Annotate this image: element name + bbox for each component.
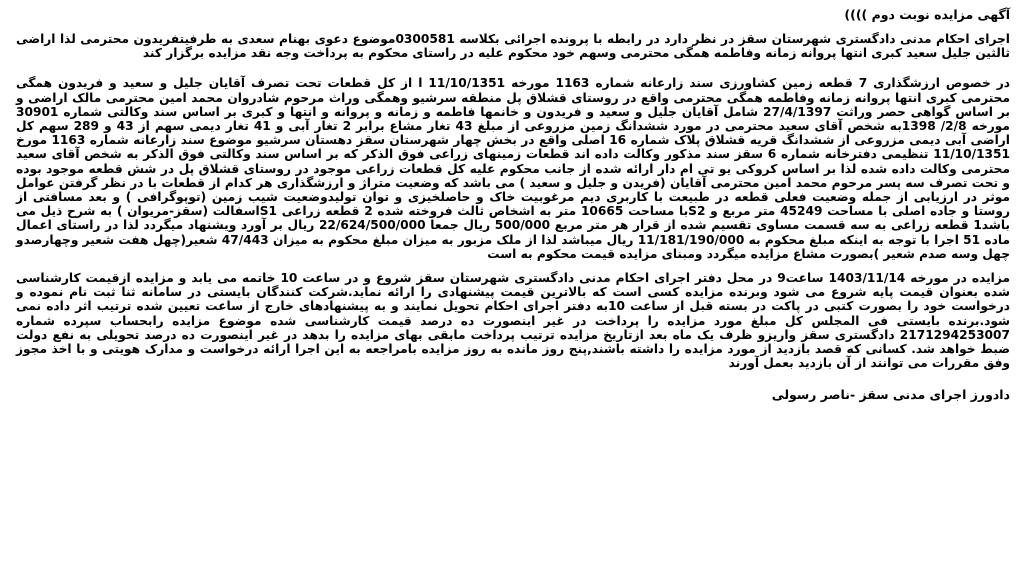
notice-title: آگهی مزایده نوبت دوم )))) (844, 7, 1010, 22)
notice-auction-terms-paragraph: مزایده در مورخه 1403/11/14 ساعت9 در محل دفتر اجرای احکام مدنی دادگستری شهرستان سقز شروع و در ساعت 10 خاتمه می یابد و مزایده ازقیمت کارشناسی شده بعنوان قیمت پایه شروع می شود وبرنده مزایده کسی است که بالاترین قیمت پیشنهادی را ارائه نماید.شرکت کنندگان بایستی در سامانه ثنا ثبت نام نموده و درخواست خود را بصورت کتبی در پاکت در بسته قبل از ساعت 10به دفتر اجرای احکام تحویل نمایند و به پیشنهادهای خارج از ساعت تعیین شده ترتیب اثر داده نمی شود.برنده بایستی فی المجلس کل مبلغ مورد مزایده را پرداخت در غیر اینصورت ده درصد قیمت کارشناسی شده موضوع مزایده رابحساب سپرده شماره 2171294253007 دادگستری سقز واریزو ظرف یک ماه بعد ازتاریخ مزایده ترتیب پرداخت مابقی بهای مزایده را بدهد در غیر اینصورت ده درصد تحویلی به نفع دولت ضبط خواهد شد. کسانی که قصد بازدید از مورد مزایده را داشته باشند,پنج روز مانده به روز مزایده بامراجعه به این اجرا ارائه درخواست و مدارک هویتی و با اخذ مجوز وفق مقررات می توانند از آن بازدید بعمل آورند (16, 271, 1011, 371)
notice-valuation-paragraph: در خصوص ارزشگذاری 7 قطعه زمین کشاورزی سند زارعانه شماره 1163 مورخه 11/10/1351 ا از کل قطعات تحت تصرف آقایان جلیل و سعید و فریدون همگی محترمی کبری انتها پروانه زمانه وفاطمه همگی محترمی واقع در روستای قشلاق پل منطقه سرشیو وهمگی وراث مرحوم شادروان محمد امین محترمی مالک اراضی و بر اساس گواهی حصر وراثت 27/4/1397 شامل آقایان جلیل و سعید و فریدون و خانمها فاطمه و زمانه و پروانه و انتها و کبری بر اساس سند وکالتی شماره 30901 مورخه 2/8/ 1398به شخص آقای سعید محترمی در مورد ششدانگ زمین مزروعی از مبلغ 43 تغار مشاع برابر 2 تغار آبی و 41 تغار دیمی سهم از 43 و 289 سهم کل اراضی آبی دیمی مزروعی از ششدانگ قریه قشلاق پلاک شماره 16 اصلی واقع در بخش چهار شهرستان سقز دهستان سرشیو موضوع سند زارعانه شماره 1163 مورخ 11/10/1351 تنظیمی دفترخانه شماره 6 سقز سند مذکور وکالت داده اند قطعات زمینهای زراعی فوق الذکر که بر اساس سند وکالتی فوق الذکر به شخص آقای سعید محترمی وکالت داده شده لذا بر اساس کروکی یو تی ام دار ارائه شده از جانب محکوم علیه کل قطعات زراعی موجود در روستای قشلاق پل در شش قطعه موجود بوده و تحت تصرف سه پسر مرحوم محمد امین محترمی آقایان (فریدن و جلیل و سعید ) می باشد که وضعیت متراژ و ارزشگذاری هر کدام از قطعات با در نظر گرفتن عوامل موثر در ارزیابی از جمله وضعیت فعلی قطعه در طبیعت با کاربری دیم مرغوبیت خاک و حاصلخیزی و توان تولیدوضعیت شیب زمین (توپوگرافی ) و بعد مسافتی از روستا و جاده اصلی با مساحت 45249 متر مربع و S2با مساحت 10665 متر به اشخاص ثالث فروخته شده 2 قطعه زراعی S1اسفالت (سقز-مریوان ) به شرح ذیل می باشد1 قطعه زراعی به سه قسمت مساوی تقسیم شده از قرار هر متر مربع 500/000 ریال جمعا 22/624/500/000 ریال بر آورد ویشنهاد میگردد لذا در راستای اعمال ماده 51 اجرا با توجه به اینکه مبلغ محکوم به 11/181/190/000 ریال میباشد لذا از ملک مزبور به میزان مبلغ محکوم به میزان 47/443 شعیر(چهل هفت شعیر وچهارصدو چهل وسه صدم شعیر )بصورت مشاع مزایده میگردد ومبنای مزایده قیمت محکوم به است (16, 76, 1011, 261)
notice-document (16, 6, 1010, 574)
notice-intro-paragraph: اجرای احکام مدنی دادگستری شهرستان سقز در نظر دارد در رابطه با پرونده اجرائی بکلاسه 0300581موضوع دعوی بهنام سعدی به طرفیتفریدون محترمی لذا اراضی ثالثین جلیل سعید کبری انتها پروانه زمانه وفاطمه همگی محترمی وسهم خود محکوم علیه در راستای محکوم به پرداخت وجه نقد مزایده برگزار کند (16, 32, 1010, 61)
notice-signature: دادورز اجرای مدنی سقز -ناصر رسولی (771, 387, 1010, 403)
